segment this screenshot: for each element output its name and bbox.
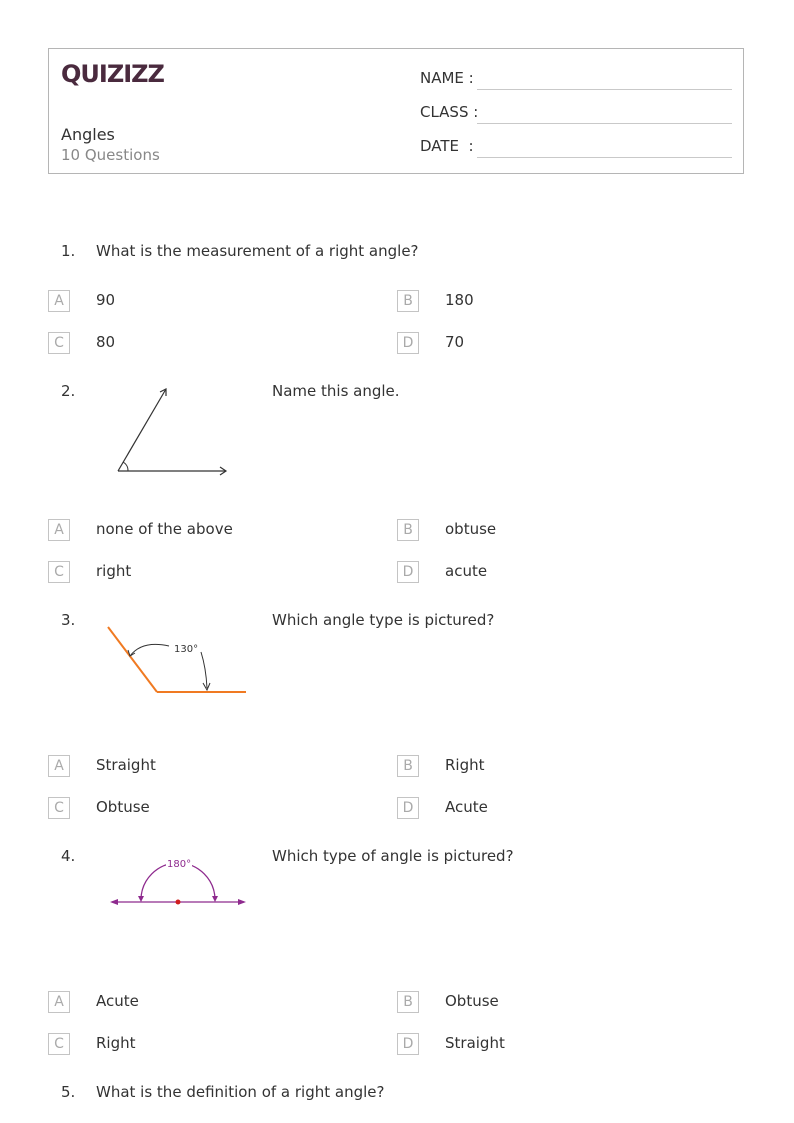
option-b-box[interactable]: B bbox=[397, 290, 419, 312]
question-text: What is the measurement of a right angle? bbox=[96, 242, 419, 260]
option-d-box[interactable]: D bbox=[397, 332, 419, 354]
date-label: DATE : bbox=[420, 137, 474, 155]
class-label: CLASS : bbox=[420, 103, 479, 121]
question-number: 3. bbox=[61, 611, 76, 629]
option-b-box[interactable]: B bbox=[397, 755, 419, 777]
name-field bbox=[420, 69, 474, 87]
name-line[interactable] bbox=[477, 89, 732, 90]
angle-label-180: 180° bbox=[167, 859, 192, 870]
option-c-box[interactable]: C bbox=[48, 561, 70, 583]
worksheet-header bbox=[48, 48, 744, 174]
question-count: 10 Questions bbox=[61, 146, 160, 164]
name-label: NAME : bbox=[420, 69, 474, 87]
class-field bbox=[420, 103, 478, 121]
question-text: Name this angle. bbox=[272, 382, 400, 400]
quiz-title: Angles bbox=[61, 125, 115, 144]
acute-angle-figure bbox=[108, 380, 238, 484]
option-b-text: 180 bbox=[445, 291, 474, 309]
angle-label-130: 130° bbox=[174, 644, 199, 655]
option-a-text: Straight bbox=[96, 756, 156, 774]
option-d-text: Straight bbox=[445, 1034, 505, 1052]
question-number: 1. bbox=[61, 242, 76, 260]
option-d-box[interactable]: D bbox=[397, 561, 419, 583]
option-c-text: Right bbox=[96, 1034, 136, 1052]
option-b-text: obtuse bbox=[445, 520, 497, 538]
option-a-text: Acute bbox=[96, 992, 139, 1010]
option-a-text: 90 bbox=[96, 291, 116, 309]
svg-text:QUIZIZZ: QUIZIZZ bbox=[61, 60, 164, 88]
option-d-text: acute bbox=[445, 562, 488, 580]
option-c-box[interactable]: C bbox=[48, 797, 70, 819]
question-text: What is the definition of a right angle? bbox=[96, 1083, 385, 1101]
question-number: 5. bbox=[61, 1083, 76, 1101]
question-number: 2. bbox=[61, 382, 76, 400]
quizizz-logo bbox=[61, 59, 164, 93]
option-c-text: right bbox=[96, 562, 132, 580]
option-d-text: 70 bbox=[445, 333, 465, 351]
option-b-text: Right bbox=[445, 756, 485, 774]
question-number: 4. bbox=[61, 847, 76, 865]
option-a-text: none of the above bbox=[96, 520, 233, 538]
option-b-box[interactable]: B bbox=[397, 519, 419, 541]
option-d-box[interactable]: D bbox=[397, 797, 419, 819]
date-line[interactable] bbox=[477, 157, 732, 158]
option-d-box[interactable]: D bbox=[397, 1033, 419, 1055]
question-text: Which angle type is pictured? bbox=[272, 611, 495, 629]
option-a-box[interactable]: A bbox=[48, 290, 70, 312]
option-b-box[interactable]: B bbox=[397, 991, 419, 1013]
option-b-text: Obtuse bbox=[445, 992, 499, 1010]
option-a-box[interactable]: A bbox=[48, 755, 70, 777]
obtuse-angle-figure bbox=[104, 622, 254, 706]
option-c-text: 80 bbox=[96, 333, 116, 351]
option-a-box[interactable]: A bbox=[48, 991, 70, 1013]
question-text: Which type of angle is pictured? bbox=[272, 847, 514, 865]
option-d-text: Acute bbox=[445, 798, 488, 816]
option-a-box[interactable]: A bbox=[48, 519, 70, 541]
option-c-box[interactable]: C bbox=[48, 332, 70, 354]
option-c-box[interactable]: C bbox=[48, 1033, 70, 1055]
option-c-text: Obtuse bbox=[96, 798, 150, 816]
straight-angle-figure bbox=[106, 852, 251, 916]
class-line[interactable] bbox=[477, 123, 732, 124]
date-field bbox=[420, 137, 474, 155]
